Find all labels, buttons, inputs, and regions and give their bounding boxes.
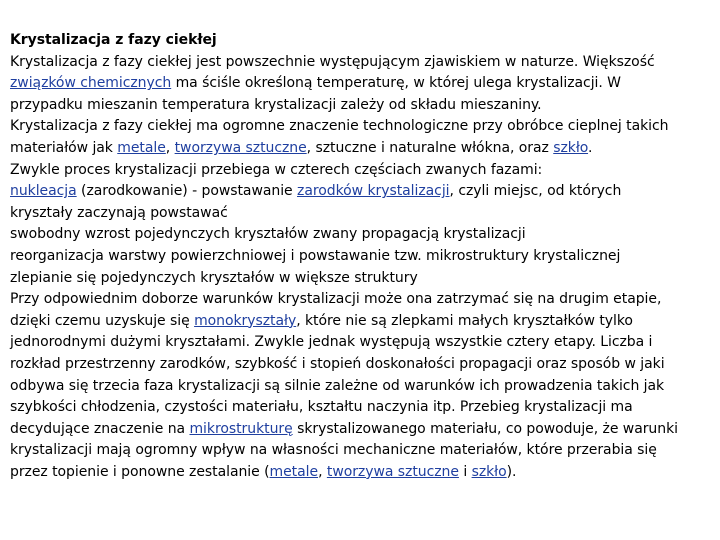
text: , które nie są zlepkami małych kryształków tylko <box>296 312 633 329</box>
paragraph-4-line-6: szybkości chłodzenia, czystości materiału, kształtu naczynia itp. Przebieg krystalizacji ma <box>10 399 633 416</box>
link-zarodkow-krystalizacji[interactable]: zarodków krystalizacji <box>297 183 450 200</box>
paragraph-4-line-1: Przy odpowiednim doborze warunków krystalizacji może ona zatrzymać się na drugim etapie, <box>10 291 662 308</box>
link-zwiazkow-chemicznych[interactable]: związków chemicznych <box>10 75 172 92</box>
paragraph-3-line-1: Zwykle proces krystalizacji przebiega w czterech częściach zwanych fazami: <box>10 161 543 178</box>
link-nukleacja[interactable]: nukleacja <box>10 183 77 200</box>
text: decydujące znaczenie na <box>10 420 190 437</box>
text: . <box>588 139 593 156</box>
paragraph-4-line-2 <box>10 311 716 333</box>
paragraph-2-line-2 <box>10 138 716 160</box>
text: i <box>458 463 472 480</box>
paragraph-3-line-3: kryształy zaczynają powstawać <box>10 204 228 221</box>
text: skrystalizowanego materiału, co powoduje, że warunki <box>292 420 678 437</box>
paragraph-3-line-5: reorganizacja warstwy powierzchniowej i powstawanie tzw. mikrostruktury krystalicznej <box>10 247 621 264</box>
paragraph-3-line-6: zlepianie się pojedynczych kryształów w większe struktury <box>10 269 418 286</box>
paragraph-4-line-7 <box>10 419 716 441</box>
link-szklo[interactable]: szkło <box>553 139 589 156</box>
paragraph-1-line-3: przypadku mieszanin temperatura krystalizacji zależy od składu mieszaniny. <box>10 96 542 113</box>
paragraph-1-line-2 <box>10 73 716 95</box>
paragraph-4-line-8: krystalizacji mają ogromny wpływ na własności mechaniczne materiałów, które przerabia się <box>10 442 657 459</box>
text: , sztuczne i naturalne włókna, oraz <box>306 139 554 156</box>
text: (zarodkowanie) - powstawanie <box>76 183 298 200</box>
link-metale-2[interactable]: metale <box>269 463 319 480</box>
paragraph-3-line-2 <box>10 181 716 203</box>
text: dzięki czemu uzyskuje się <box>10 312 195 329</box>
paragraph-4-line-5: odbywa się trzecia faza krystalizacji są silnie zależne od warunków ich prowadzenia takich jak <box>10 377 665 394</box>
text: materiałów jak <box>10 139 118 156</box>
link-tworzywa-sztuczne[interactable]: tworzywa sztuczne <box>174 139 307 156</box>
link-metale[interactable]: metale <box>117 139 166 156</box>
link-monokrysztaly[interactable]: monokryształy <box>194 312 297 329</box>
link-mikrostrukture[interactable]: mikrostrukturę <box>189 420 293 437</box>
text: ma ściśle określoną temperaturę, w której ulega krystalizacji. W <box>171 75 621 92</box>
document-body <box>10 30 716 483</box>
paragraph-4-line-3: jednorodnymi dużymi kryształami. Zwykle jednak występują wszystkie cztery etapy. Liczba i <box>10 334 653 351</box>
page-title: Krystalizacja z fazy ciekłej <box>10 32 217 48</box>
paragraph-4-line-9 <box>10 462 716 484</box>
text: , <box>318 463 327 480</box>
text: , czyli miejsc, od których <box>449 183 622 200</box>
text: , <box>165 139 175 156</box>
paragraph-4-line-4: rozkład przestrzenny zarodków, szybkość i stopień doskonałości propagacji oraz sposób w jaki <box>10 355 665 372</box>
paragraph-1-line-1: Krystalizacja z fazy ciekłej jest powszechnie występującym zjawiskiem w naturze. Większość <box>10 53 655 70</box>
paragraph-3-line-4: swobodny wzrost pojedynczych kryształów zwany propagacją krystalizacji <box>10 226 526 243</box>
paragraph-2-line-1: Krystalizacja z fazy ciekłej ma ogromne znaczenie technologiczne przy obróbce cieplnej takich <box>10 118 669 135</box>
link-tworzywa-sztuczne-2[interactable]: tworzywa sztuczne <box>326 463 459 480</box>
link-szklo-2[interactable]: szkło <box>471 463 507 480</box>
text: ). <box>506 463 517 480</box>
text: przez topienie i ponowne zestalanie ( <box>10 463 270 480</box>
